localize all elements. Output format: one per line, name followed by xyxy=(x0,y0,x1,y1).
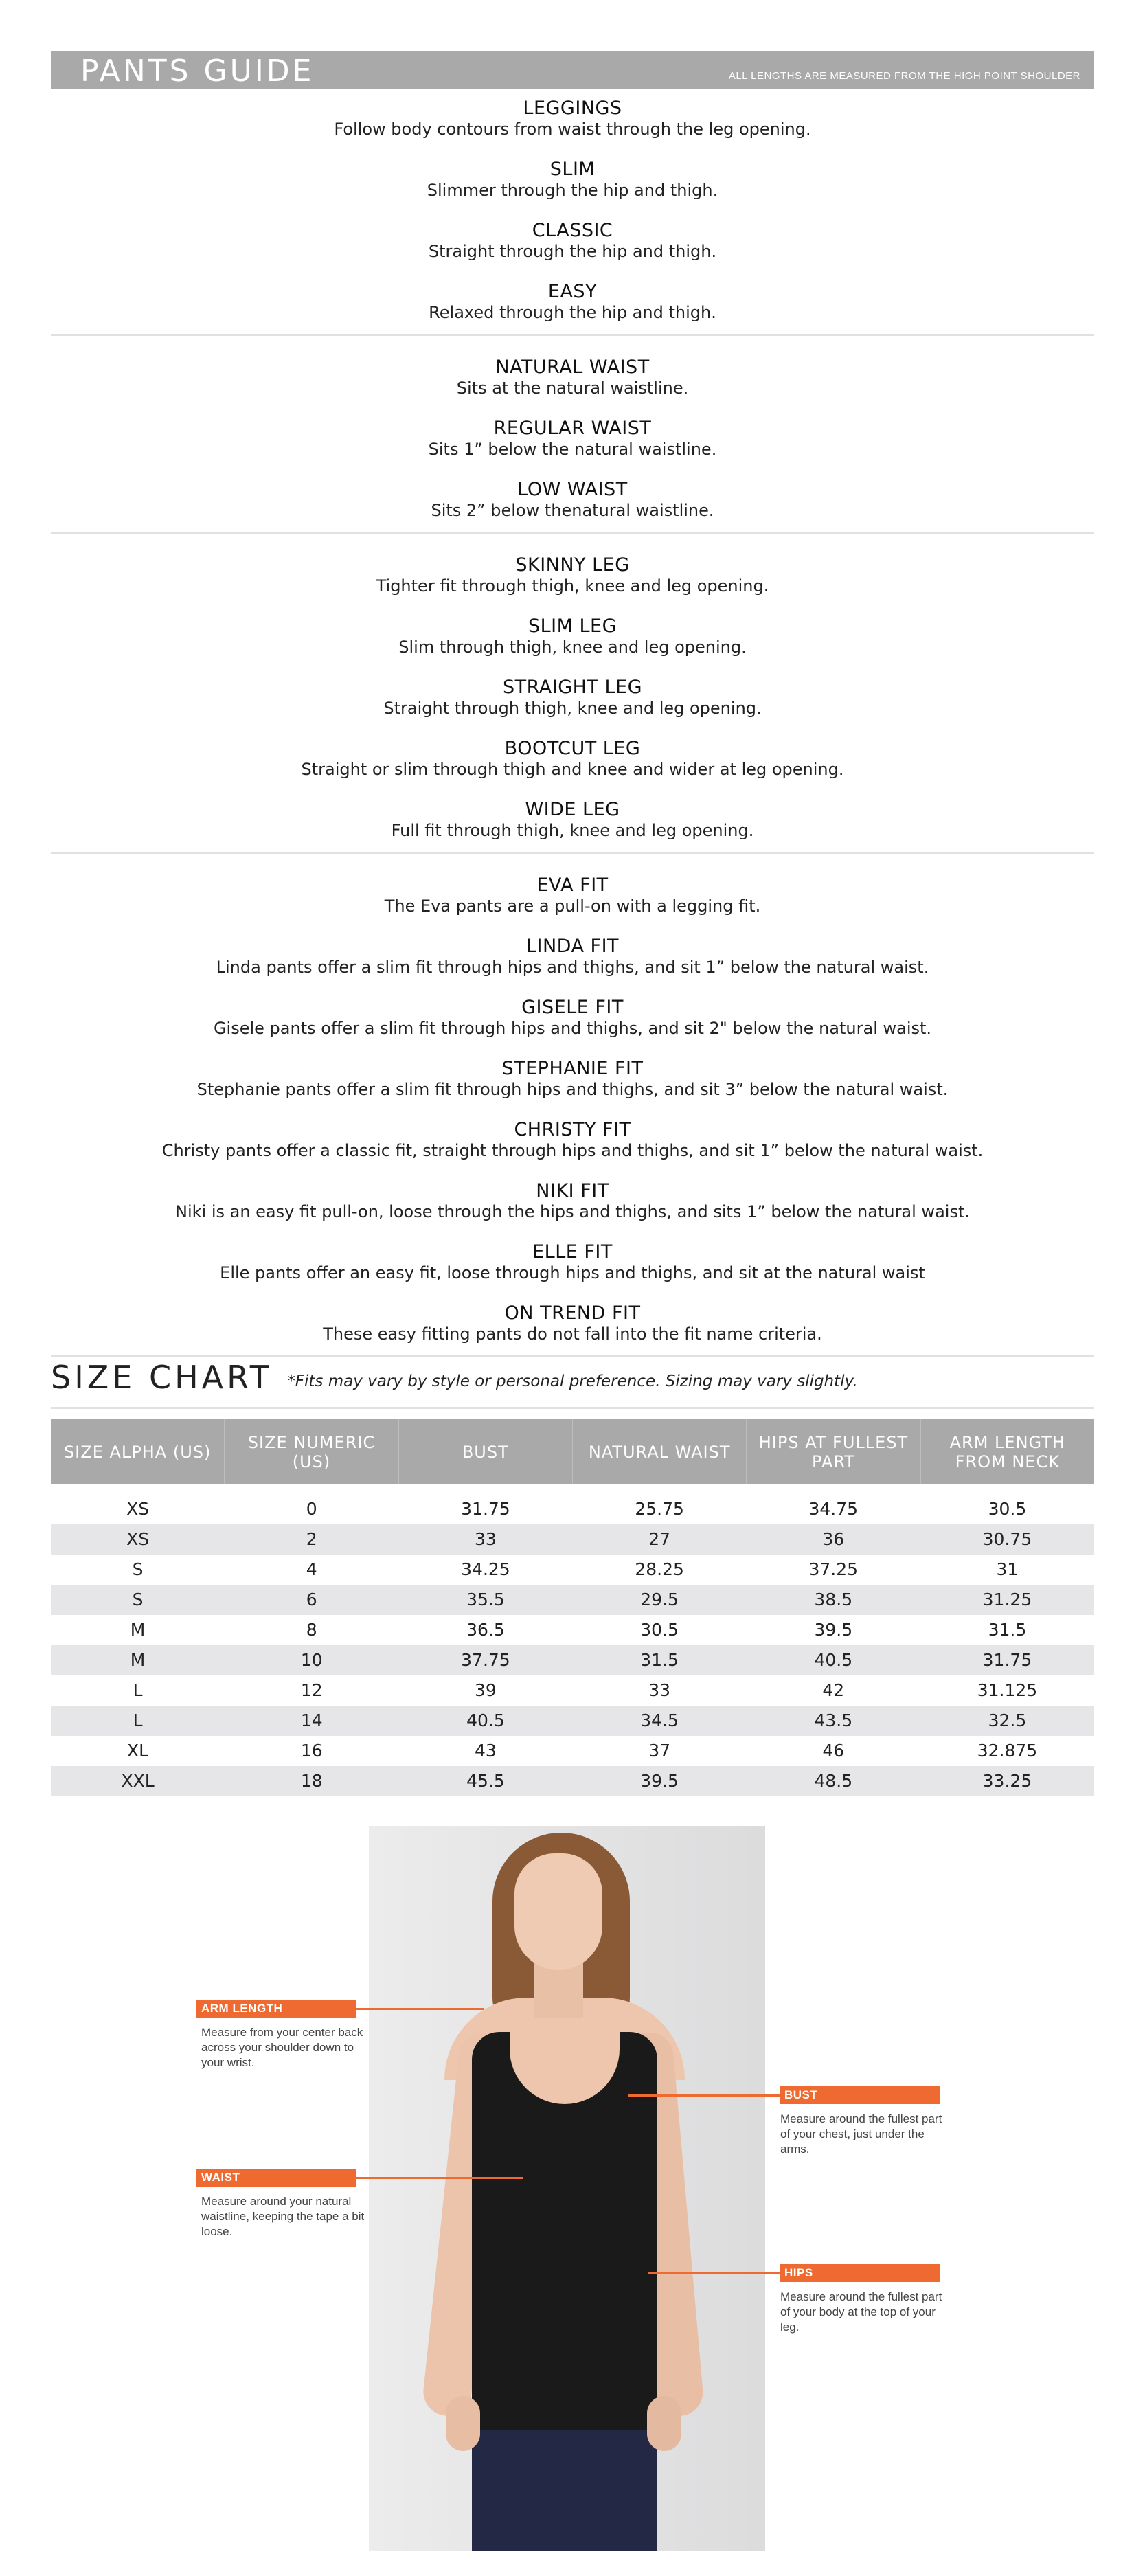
item-name: CHRISTY FIT xyxy=(514,1119,631,1140)
column-header: BUST xyxy=(399,1419,573,1484)
arm-length-line xyxy=(352,2008,484,2010)
table-cell: 31.75 xyxy=(982,1650,1032,1670)
divider xyxy=(51,1407,1094,1409)
divider xyxy=(51,532,1094,534)
hips-text: Measure around the fullest part of your body at the top of your leg. xyxy=(780,2290,942,2334)
guide-item xyxy=(51,738,1094,780)
guide-item xyxy=(51,357,1094,398)
leg-section xyxy=(51,554,1094,841)
item-name: SKINNY LEG xyxy=(515,554,630,576)
table-cell: 35.5 xyxy=(466,1590,505,1609)
table-cell: 33.25 xyxy=(982,1771,1032,1791)
guide-item xyxy=(51,1180,1094,1222)
table-cell: 34.5 xyxy=(640,1710,679,1730)
table-cell: XS xyxy=(126,1499,150,1519)
table-cell: 31.75 xyxy=(461,1499,510,1519)
guide-item xyxy=(51,1119,1094,1161)
table-cell: M xyxy=(130,1620,146,1640)
item-name: SLIM xyxy=(549,159,596,180)
waist-section xyxy=(51,357,1094,521)
table-cell: 48.5 xyxy=(814,1771,853,1791)
item-desc: Sits at the natural waistline. xyxy=(456,379,689,398)
table-cell: 40.5 xyxy=(466,1710,505,1730)
table-cell: 43 xyxy=(475,1741,497,1761)
table-body xyxy=(51,1494,1094,1796)
table-cell: 29.5 xyxy=(640,1590,679,1609)
page-title: PANTS GUIDE xyxy=(80,54,315,89)
item-desc: Sits 1” below the natural waistline. xyxy=(428,440,717,459)
arm-length-text: Measure from your center back across your shoulder down to your wrist. xyxy=(201,2026,363,2069)
column-header: NATURAL WAIST xyxy=(573,1419,747,1484)
guide-item xyxy=(51,281,1094,323)
column-header: HIPS AT FULLEST PART xyxy=(747,1419,920,1484)
item-desc: Tighter fit through thigh, knee and leg opening. xyxy=(376,576,769,596)
table-row xyxy=(51,1555,1094,1585)
table-cell: S xyxy=(132,1590,144,1609)
table-cell: 37.25 xyxy=(808,1559,859,1579)
table-cell: 31.5 xyxy=(988,1620,1027,1640)
item-desc: Sits 2” below thenatural waistline. xyxy=(431,501,714,520)
guide-item xyxy=(51,874,1094,916)
table-cell: 0 xyxy=(306,1499,317,1519)
item-name: LOW WAIST xyxy=(517,479,628,500)
table-row xyxy=(51,1645,1094,1675)
table-cell: 37.75 xyxy=(461,1650,510,1670)
item-desc: Slimmer through the hip and thigh. xyxy=(427,181,718,200)
item-desc: These easy fitting pants do not fall into the fit name criteria. xyxy=(323,1324,822,1344)
model-photo xyxy=(369,1826,765,2551)
table-cell: 34.25 xyxy=(461,1559,510,1579)
item-desc: Straight through thigh, knee and leg opening. xyxy=(383,699,762,718)
guide-item xyxy=(51,220,1094,262)
bust-line xyxy=(628,2094,780,2097)
table-cell: 40.5 xyxy=(814,1650,853,1670)
table-cell: 46 xyxy=(822,1741,845,1761)
guide-item xyxy=(51,1241,1094,1283)
table-cell: 16 xyxy=(300,1741,323,1761)
table-cell: 31.25 xyxy=(982,1590,1032,1609)
measurement-note: ALL LENGTHS ARE MEASURED FROM THE HIGH POINT SHOULDER xyxy=(728,70,1080,82)
guide-item xyxy=(51,479,1094,521)
guide-item xyxy=(51,997,1094,1039)
table-cell: 34.75 xyxy=(808,1499,859,1519)
item-desc: Elle pants offer an easy fit, loose through hips and thighs, and sit at the natural waist xyxy=(220,1263,925,1283)
item-name: ON TREND FIT xyxy=(504,1302,641,1324)
table-cell: 14 xyxy=(300,1710,323,1730)
table-cell: 27 xyxy=(648,1529,670,1549)
guide-item xyxy=(51,677,1094,719)
item-name: EVA FIT xyxy=(536,874,609,896)
column-header: ARM LENGTH FROM NECK xyxy=(949,1432,1065,1471)
model-pants xyxy=(472,2430,657,2551)
silhouette-section xyxy=(51,98,1094,323)
table-row xyxy=(51,1615,1094,1645)
column-header: SIZE NUMERIC (US) xyxy=(225,1419,398,1484)
table-cell: 39 xyxy=(475,1680,497,1700)
item-name: WIDE LEG xyxy=(525,799,620,820)
item-name: STEPHANIE FIT xyxy=(501,1058,644,1079)
fit-section xyxy=(51,874,1094,1344)
model-face xyxy=(514,1853,602,1970)
table-cell: 2 xyxy=(306,1529,317,1549)
item-name: ELLE FIT xyxy=(532,1241,613,1263)
guide-item xyxy=(51,554,1094,596)
item-name: NATURAL WAIST xyxy=(495,357,650,378)
table-cell: L xyxy=(133,1680,143,1700)
item-desc: Linda pants offer a slim fit through hips and thighs, and sit 1” below the natural waist. xyxy=(216,958,929,977)
hips-label: HIPS xyxy=(780,2264,940,2282)
item-desc: Follow body contours from waist through the leg opening. xyxy=(334,120,811,139)
table-row xyxy=(51,1766,1094,1796)
item-desc: Straight or slim through thigh and knee and wider at leg opening. xyxy=(301,760,844,779)
item-desc: Niki is an easy fit pull-on, loose through the hips and thighs, and sits 1” below the natural waist. xyxy=(175,1202,970,1221)
item-desc: Christy pants offer a classic fit, straight through hips and thighs, and sit 1” below the natural waist. xyxy=(161,1141,984,1160)
table-cell: 45.5 xyxy=(466,1771,505,1791)
table-cell: M xyxy=(130,1650,146,1670)
item-name: REGULAR WAIST xyxy=(493,418,652,439)
table-cell: 31.125 xyxy=(977,1680,1038,1700)
column-header: SIZE ALPHA (US) xyxy=(51,1419,225,1484)
table-cell: 39.5 xyxy=(814,1620,853,1640)
item-desc: Relaxed through the hip and thigh. xyxy=(429,303,716,322)
pants-guide xyxy=(51,98,1094,1430)
model-hand-left xyxy=(446,2396,480,2451)
table-cell: 33 xyxy=(648,1680,670,1700)
guide-item xyxy=(51,615,1094,657)
table-cell: 30.5 xyxy=(988,1499,1027,1519)
item-desc: Slim through thigh, knee and leg opening. xyxy=(398,637,747,657)
item-desc: Full fit through thigh, knee and leg opening. xyxy=(391,821,754,840)
guide-item xyxy=(51,98,1094,139)
pants-guide-banner xyxy=(51,51,1094,89)
table-cell: 42 xyxy=(822,1680,845,1700)
table-row xyxy=(51,1585,1094,1615)
table-cell: 12 xyxy=(300,1680,323,1700)
model-hand-right xyxy=(647,2396,681,2451)
guide-item xyxy=(51,1302,1094,1344)
guide-item xyxy=(51,418,1094,460)
hips-line xyxy=(648,2272,780,2274)
table-cell: 33 xyxy=(475,1529,497,1549)
waist-label: WAIST xyxy=(196,2169,356,2187)
waist-text: Measure around your natural waistline, keeping the tape a bit loose. xyxy=(201,2195,365,2238)
fit-disclaimer: *Fits may vary by style or personal preference. Sizing may vary slightly. xyxy=(287,1372,858,1390)
item-name: STRAIGHT LEG xyxy=(502,677,643,698)
table-cell: XXL xyxy=(121,1771,155,1791)
table-row xyxy=(51,1706,1094,1736)
table-row xyxy=(51,1736,1094,1766)
item-desc: The Eva pants are a pull-on with a legging fit. xyxy=(384,896,761,916)
table-row xyxy=(51,1494,1094,1524)
table-cell: 18 xyxy=(300,1771,323,1791)
table-cell: 43.5 xyxy=(814,1710,853,1730)
item-name: SLIM LEG xyxy=(528,615,617,637)
table-cell: 30.75 xyxy=(982,1529,1032,1549)
item-desc: Straight through the hip and thigh. xyxy=(428,242,717,261)
table-cell: 32.875 xyxy=(977,1741,1038,1761)
item-desc: Stephanie pants offer a slim fit through hips and thighs, and sit 3” below the natural waist. xyxy=(196,1080,949,1099)
table-cell: 32.5 xyxy=(988,1710,1027,1730)
guide-item xyxy=(51,936,1094,978)
item-name: NIKI FIT xyxy=(536,1180,609,1201)
table-cell: 8 xyxy=(306,1620,317,1640)
item-name: EASY xyxy=(547,281,598,302)
item-name: CLASSIC xyxy=(532,220,613,241)
table-cell: 36 xyxy=(822,1529,845,1549)
table-cell: XL xyxy=(127,1741,149,1761)
size-chart-table xyxy=(51,1419,1094,1796)
guide-item xyxy=(51,799,1094,841)
table-cell: 31.5 xyxy=(640,1650,679,1670)
table-cell: 31 xyxy=(996,1559,1019,1579)
table-cell: S xyxy=(132,1559,144,1579)
item-name: LEGGINGS xyxy=(523,98,622,119)
guide-item xyxy=(51,159,1094,201)
item-name: BOOTCUT LEG xyxy=(504,738,641,759)
table-cell: 28.25 xyxy=(635,1559,684,1579)
table-cell: 37 xyxy=(648,1741,670,1761)
waist-line xyxy=(352,2177,523,2179)
item-name: LINDA FIT xyxy=(525,936,620,957)
table-header xyxy=(51,1419,1094,1484)
arm-length-label: ARM LENGTH xyxy=(196,2000,356,2018)
table-cell: 4 xyxy=(306,1559,317,1579)
table-row xyxy=(51,1675,1094,1706)
table-cell: 36.5 xyxy=(466,1620,505,1640)
table-cell: 38.5 xyxy=(814,1590,853,1609)
table-cell: 6 xyxy=(306,1590,317,1609)
size-chart-title: SIZE CHART xyxy=(51,1359,273,1396)
table-row xyxy=(51,1524,1094,1555)
guide-item xyxy=(51,1058,1094,1100)
item-desc: Gisele pants offer a slim fit through hips and thighs, and sit 2" below the natural waist. xyxy=(213,1019,932,1038)
table-cell: 39.5 xyxy=(640,1771,679,1791)
bust-text: Measure around the fullest part of your chest, just under the arms. xyxy=(780,2112,942,2156)
table-cell: 25.75 xyxy=(635,1499,684,1519)
divider xyxy=(51,334,1094,336)
table-cell: L xyxy=(133,1710,143,1730)
divider xyxy=(51,852,1094,854)
bust-label: BUST xyxy=(780,2086,940,2104)
table-cell: 30.5 xyxy=(640,1620,679,1640)
item-name: GISELE FIT xyxy=(521,997,624,1018)
table-cell: XS xyxy=(126,1529,150,1549)
table-cell: 10 xyxy=(300,1650,323,1670)
